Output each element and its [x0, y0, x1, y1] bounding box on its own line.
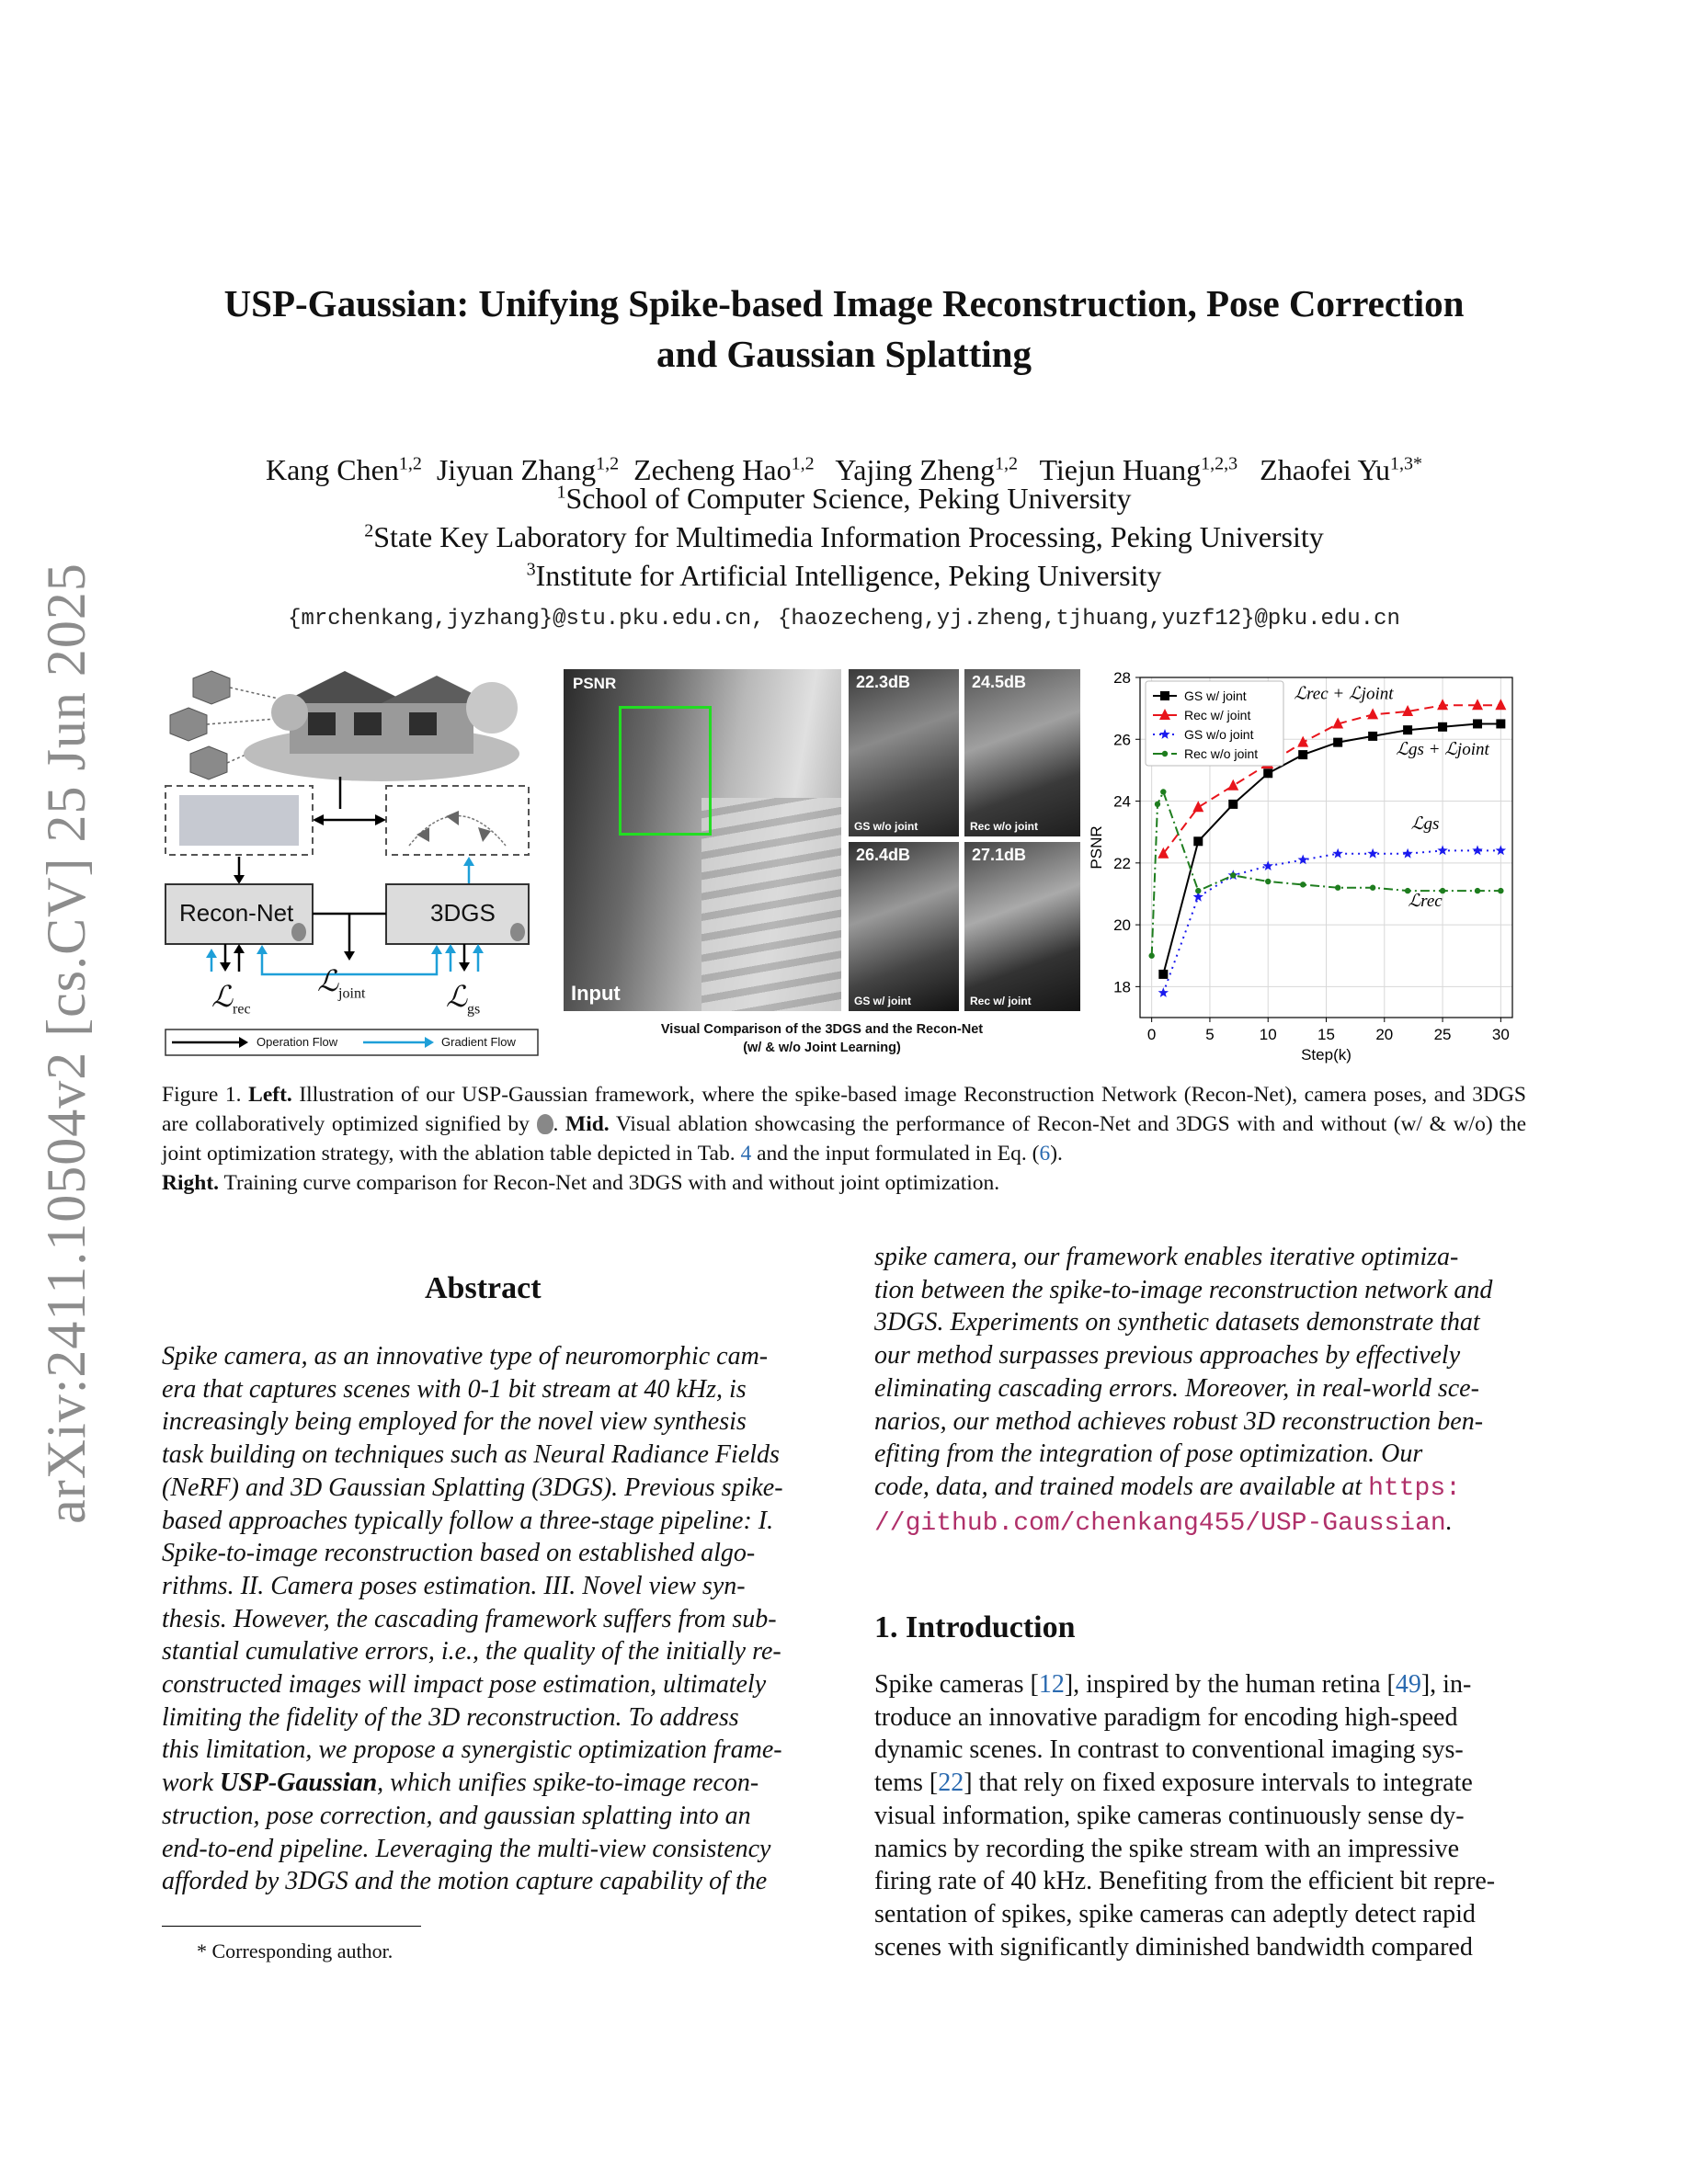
tile-psnr: 22.3dB	[856, 673, 911, 691]
legend-marker	[1162, 751, 1168, 756]
abstract-continued: spike camera, our framework enables iterative optimiza- tion between the spike-to-image reconstruction network and 3DGS. Experiments on synthetic datasets demonstrate that our method surpasses previous approaches by effectively eliminating cascading errors. Moreover, in real-world sce- narios, our method achieves robust 3D reconstruction ben- efiting from the integration of pose optimization. Our code, data, and trained models are available at https: //github.com/chenkang455/USP-Gaussian.	[874, 1243, 1493, 1538]
tile-gs-w-joint	[849, 842, 959, 1011]
paper-title	[147, 279, 1541, 380]
author: Yajing Zheng$^{1,2}$	[835, 452, 1019, 486]
abstract-heading: Abstract	[425, 1271, 542, 1305]
y-tick-label: 18	[1113, 978, 1131, 996]
introduction-heading: 1. Introduction	[874, 1610, 1076, 1644]
optimize-icon	[510, 923, 525, 941]
legend-gradient-flow: Gradient Flow	[441, 1035, 516, 1049]
data-point	[1193, 836, 1203, 846]
github-link[interactable]: https:	[1368, 1473, 1461, 1503]
data-point	[1495, 699, 1506, 710]
x-tick-label: 0	[1146, 1026, 1157, 1043]
data-point	[1148, 953, 1154, 959]
data-point	[1472, 699, 1483, 710]
data-point	[1227, 779, 1238, 791]
data-point	[1438, 722, 1447, 732]
data-point	[1367, 848, 1377, 859]
data-point	[1155, 802, 1160, 807]
optimize-icon	[537, 1114, 553, 1134]
legend-operation-flow: Operation Flow	[257, 1035, 338, 1049]
data-point	[1263, 768, 1272, 778]
psnr-label: PSNR	[573, 675, 617, 692]
data-point	[1230, 872, 1236, 878]
data-point	[1228, 800, 1237, 809]
title-line-1: USP-Gaussian: Unifying Spike-based Image Reconstruction, Pose Correction	[223, 282, 1465, 324]
mid-caption: Visual Comparison of the 3DGS and the Recon-Net (w/ & w/o Joint Learning)	[660, 1022, 984, 1055]
y-tick-label: 20	[1113, 916, 1131, 935]
tile-psnr: 27.1dB	[972, 846, 1027, 864]
input-image	[564, 669, 841, 1011]
tile-gs-wo-joint	[849, 669, 959, 836]
footnote: * Corresponding author.	[197, 1939, 393, 1962]
github-link[interactable]: //github.com/chenkang455/USP-Gaussian	[874, 1508, 1446, 1538]
author: Zecheng Hao$^{1,2}$	[633, 452, 815, 486]
author-emails: {mrchenkang,jyzhang}@stu.pku.edu.cn, {haozecheng,yj.zheng,tjhuang,yuzf12}@pku.edu.cn	[288, 607, 1400, 631]
y-axis-label: PSNR	[1088, 825, 1105, 870]
legend-entry: GS w/o joint	[1184, 727, 1254, 742]
legend-entry: Rec w/o joint	[1184, 746, 1259, 761]
affiliation-3: $^3$Institute for Artificial Intelligence, Peking University	[526, 559, 1162, 592]
tile-psnr: 26.4dB	[856, 846, 911, 864]
data-point	[1300, 882, 1306, 887]
data-point	[1297, 736, 1308, 747]
author: Zhaofei $Yu^{1,3*}$	[1260, 452, 1423, 486]
author: Jiyuan Zhang$^{1,2}$	[436, 452, 620, 486]
training-curve-chart	[1085, 666, 1526, 1071]
input-label: Input	[571, 982, 621, 1005]
chart-annotation: ℒgs	[1410, 813, 1440, 834]
loss-joint: ℒ$_{joint}$	[317, 964, 366, 1002]
citation-link[interactable]: 49	[1395, 1670, 1421, 1699]
data-point	[1498, 888, 1503, 893]
tile-label: GS w/o joint	[854, 820, 918, 833]
data-point	[1496, 719, 1505, 728]
x-tick-label: 10	[1259, 1026, 1277, 1043]
data-point	[1403, 725, 1412, 734]
recon-net-label: Recon-Net	[179, 899, 294, 927]
data-point	[1473, 719, 1482, 728]
data-point	[1472, 845, 1482, 855]
table-ref-link[interactable]: 4	[740, 1142, 752, 1166]
data-point	[1158, 970, 1168, 979]
x-axis-label: Step(k)	[1301, 1046, 1352, 1064]
abstract-text: Spike camera, as an innovative type of neuromorphic cam- era that captures scenes with 0-1 bit stream at 40 kHz, is increasingly being employed for the novel view synthesis task building on techniques such as Neural Radiance Fields (NeRF) and 3D Gaussian Splatting (3DGS). Previous spike- based approaches typically follow a three-stage pipeline: I. Spike-to-image reconstruction based on established algo- rithms. II. Camera poses estimation. III. Novel view syn- thesis. However, the cascading framework suffers from sub- stantial cumulative errors, i.e., the quality of the initially re- constructed images will impact pose estimation, ultimately limiting the fidelity of the 3D reconstruction. To address this limitation, we propose a synergistic optimization frame- work USP-Gaussian, which unifies spike-to-image recon- struction, pose correction, and gaussian splatting into an end-to-end pipeline. Leveraging the multi-view consistency afforded by 3DGS and the motion capture capability of the	[162, 1342, 783, 1896]
tile-rec-wo-joint	[964, 669, 1080, 836]
caption-left-label: Left.	[248, 1083, 292, 1107]
chart-svg	[1085, 666, 1526, 1071]
data-point	[1370, 885, 1375, 891]
data-point	[1265, 879, 1271, 884]
tile-rec-w-joint	[964, 842, 1080, 1011]
series-line	[1163, 850, 1500, 993]
data-point	[1158, 987, 1169, 997]
data-point	[1335, 885, 1340, 891]
x-tick-label: 5	[1205, 1026, 1215, 1043]
legend-entry: Rec w/ joint	[1184, 708, 1251, 722]
data-point	[1195, 888, 1201, 893]
data-point	[1160, 789, 1166, 794]
y-tick-label: 24	[1113, 792, 1131, 811]
data-point	[1192, 801, 1203, 812]
3dgs-label: 3DGS	[430, 899, 496, 927]
legend-marker	[1160, 691, 1169, 700]
title-line-2: and Gaussian Splatting	[656, 333, 1032, 375]
data-point	[1333, 738, 1342, 747]
tile-label: Rec w/o joint	[970, 820, 1039, 833]
x-tick-label: 15	[1317, 1026, 1335, 1043]
data-point	[1332, 848, 1343, 859]
optimize-icon	[291, 923, 306, 941]
author: Kang Chen$^{1,2}$	[265, 452, 422, 486]
y-tick-label: 28	[1113, 669, 1131, 687]
citation-link[interactable]: 12	[1038, 1670, 1065, 1699]
spike-stream-image	[179, 795, 299, 846]
scene-image	[244, 671, 519, 781]
data-point	[1367, 708, 1378, 719]
affiliation-1: $^1$School of Computer Science, Peking University	[556, 482, 1132, 515]
legend-entry: GS w/ joint	[1184, 688, 1247, 703]
zoom-region-box	[619, 706, 712, 836]
figure-caption: Figure 1. Left. Illustration of our USP-Gaussian framework, where the spike-based image Reconstruction Network (Recon-Net), camera poses, and 3DGS are collaboratively optimized signified by . Mid. Visual ablation showcasing the performance of Recon-Net and 3DGS with and without (w/ & w/o) the joint optimization strategy, with the ablation table depicted in Tab. 4 and the input formulated in Eq. (6). Right. Training curve comparison for Recon-Net and 3DGS with and without joint optimization.	[162, 1083, 1527, 1195]
data-point	[1368, 732, 1377, 741]
affiliation-2: $^2$State Key Laboratory for Multimedia Information Processing, Peking University	[364, 520, 1324, 553]
data-point	[1437, 699, 1448, 710]
chart-annotation: ℒrec + ℒjoint	[1294, 684, 1394, 704]
y-tick-label: 22	[1113, 854, 1131, 872]
author: Tiejun Huang$^{1,2,3}$	[1039, 452, 1238, 486]
framework-diagram	[161, 662, 547, 1057]
spike-camera-icon	[170, 671, 230, 779]
x-tick-label: 25	[1433, 1026, 1452, 1043]
tile-label: Rec w/ joint	[970, 995, 1032, 1007]
tile-psnr: 24.5dB	[972, 673, 1027, 691]
x-tick-label: 30	[1491, 1026, 1510, 1043]
chart-annotation: ℒgs + ℒjoint	[1396, 740, 1489, 760]
citation-link[interactable]: 22	[938, 1769, 964, 1798]
data-point	[1298, 750, 1307, 759]
y-tick-label: 26	[1113, 731, 1131, 749]
x-tick-label: 20	[1375, 1026, 1394, 1043]
chart-annotation: ℒrec	[1408, 891, 1443, 911]
loss-gs: ℒ$_{gs}$	[446, 980, 481, 1018]
data-point	[1402, 848, 1412, 859]
loss-rec: ℒ$_{rec}$	[211, 980, 251, 1018]
introduction-text: Spike cameras [12], inspired by the human retina [49], in- troduce an innovative paradigm for encoding high-speed dynamic scenes. In contrast to conventional imaging sys- tems [22] that rely on fixed exposure intervals to integrate visual information, spike cameras continuously sense dy- namics by recording the spike stream with an impressive firing rate of 40 kHz. Benefiting from the efficient bit repre- sentation of spikes, spike cameras can adeptly detect rapid scenes with significantly diminished bandwidth compared	[874, 1670, 1496, 1962]
tile-label: GS w/ joint	[854, 995, 911, 1007]
equation-ref-link[interactable]: 6	[1039, 1142, 1051, 1166]
footnote-rule	[162, 1926, 421, 1927]
data-point	[1475, 888, 1480, 893]
visual-comparison-panel	[564, 669, 1080, 1011]
arxiv-stamp: arXiv:2411.10504v2 [cs.CV] 25 Jun 2025	[36, 563, 97, 1524]
